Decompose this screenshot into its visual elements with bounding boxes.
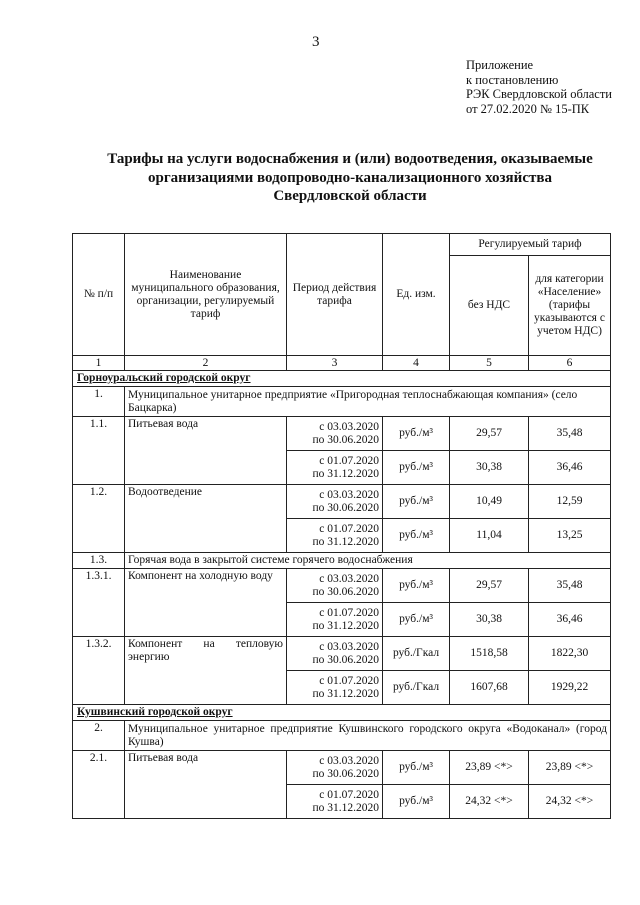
- period-cell: с 01.07.2020 по 31.12.2020: [287, 671, 383, 705]
- column-number: 6: [529, 356, 611, 371]
- item-number: 1.1.: [73, 417, 125, 485]
- item-number: 1.3.: [73, 553, 125, 569]
- tariff-no-vat: 30,38: [450, 603, 529, 637]
- item-number: 1.2.: [73, 485, 125, 553]
- item-name: Питьевая вода: [125, 751, 287, 819]
- column-number: 1: [73, 356, 125, 371]
- unit-cell: руб./м³: [383, 417, 450, 451]
- item-name: Горячая вода в закрытой системе горячего водоснабжения: [125, 553, 611, 569]
- document-title: [60, 150, 640, 206]
- tariff-population: 23,89 <*>: [529, 751, 611, 785]
- tariff-no-vat: 24,32 <*>: [450, 785, 529, 819]
- header-num: № п/п: [73, 234, 125, 356]
- org-number: 1.: [73, 387, 125, 417]
- period-cell: с 03.03.2020 по 30.06.2020: [287, 637, 383, 671]
- item-number: 1.3.1.: [73, 569, 125, 637]
- column-number: 2: [125, 356, 287, 371]
- tariff-population: 13,25: [529, 519, 611, 553]
- column-number: 5: [450, 356, 529, 371]
- tariff-no-vat: 11,04: [450, 519, 529, 553]
- unit-cell: руб./м³: [383, 451, 450, 485]
- item-number: 1.3.2.: [73, 637, 125, 705]
- column-number: 3: [287, 356, 383, 371]
- title-line: Тарифы на услуги водоснабжения и (или) водоотведения, оказываемые: [107, 151, 593, 167]
- header-population: для категории «Население» (тарифы указываются с учетом НДС): [529, 256, 611, 356]
- tariff-no-vat: 1607,68: [450, 671, 529, 705]
- title-line: Свердловской области: [273, 188, 427, 204]
- tariff-population: 1929,22: [529, 671, 611, 705]
- section-title: Кушвинский городской округ: [73, 705, 611, 721]
- period-cell: с 03.03.2020 по 30.06.2020: [287, 751, 383, 785]
- period-cell: с 03.03.2020 по 30.06.2020: [287, 485, 383, 519]
- column-number: 4: [383, 356, 450, 371]
- period-cell: с 03.03.2020 по 30.06.2020: [287, 569, 383, 603]
- unit-cell: руб./м³: [383, 785, 450, 819]
- tariff-population: 1822,30: [529, 637, 611, 671]
- header-no-vat: без НДС: [450, 256, 529, 356]
- header-period: Период действия тарифа: [287, 234, 383, 356]
- appendix-line: к постановлению: [466, 72, 559, 87]
- item-name: Компонент на тепловую энергию: [125, 637, 287, 705]
- item-name: Питьевая вода: [125, 417, 287, 485]
- tariff-population: 36,46: [529, 603, 611, 637]
- period-cell: с 01.07.2020 по 31.12.2020: [287, 785, 383, 819]
- tariff-population: 12,59: [529, 485, 611, 519]
- tariff-no-vat: 1518,58: [450, 637, 529, 671]
- tariff-population: 24,32 <*>: [529, 785, 611, 819]
- title-line: организациями водопроводно-канализационного хозяйства: [148, 169, 552, 186]
- unit-cell: руб./м³: [383, 569, 450, 603]
- tariff-population: 35,48: [529, 569, 611, 603]
- org-name: Муниципальное унитарное предприятие «Пригородная теплоснабжающая компания» (село Бацкарка): [125, 387, 611, 417]
- unit-cell: руб./м³: [383, 519, 450, 553]
- appendix-line: от 27.02.2020 № 15-ПК: [466, 101, 590, 116]
- unit-cell: руб./м³: [383, 751, 450, 785]
- item-name: Водоотведение: [125, 485, 287, 553]
- page-number: 3: [312, 34, 320, 50]
- unit-cell: руб./Гкал: [383, 637, 450, 671]
- appendix-line: РЭК Свердловской области: [466, 87, 612, 101]
- header-unit: Ед. изм.: [383, 234, 450, 356]
- org-number: 2.: [73, 721, 125, 751]
- period-cell: с 01.07.2020 по 31.12.2020: [287, 519, 383, 553]
- unit-cell: руб./м³: [383, 603, 450, 637]
- appendix-block: [466, 58, 612, 116]
- item-number: 2.1.: [73, 751, 125, 819]
- tariff-population: 36,46: [529, 451, 611, 485]
- unit-cell: руб./Гкал: [383, 671, 450, 705]
- period-cell: с 03.03.2020 по 30.06.2020: [287, 417, 383, 451]
- unit-cell: руб./м³: [383, 485, 450, 519]
- item-name: Компонент на холодную воду: [125, 569, 287, 637]
- tariff-no-vat: 30,38: [450, 451, 529, 485]
- tariff-population: 35,48: [529, 417, 611, 451]
- header-regulated: Регулируемый тариф: [450, 234, 611, 256]
- tariff-no-vat: 29,57: [450, 417, 529, 451]
- header-name: Наименование муниципального образования, организации, регулируемый тариф: [125, 234, 287, 356]
- tariff-no-vat: 23,89 <*>: [450, 751, 529, 785]
- period-cell: с 01.07.2020 по 31.12.2020: [287, 603, 383, 637]
- period-cell: с 01.07.2020 по 31.12.2020: [287, 451, 383, 485]
- section-title: Горноуральский городской округ: [73, 371, 611, 387]
- tariff-table: [72, 233, 611, 819]
- org-name: Муниципальное унитарное предприятие Кушвинского городского округа «Водоканал» (город Кушва): [125, 721, 611, 751]
- tariff-no-vat: 10,49: [450, 485, 529, 519]
- appendix-line: Приложение: [466, 58, 534, 72]
- tariff-no-vat: 29,57: [450, 569, 529, 603]
